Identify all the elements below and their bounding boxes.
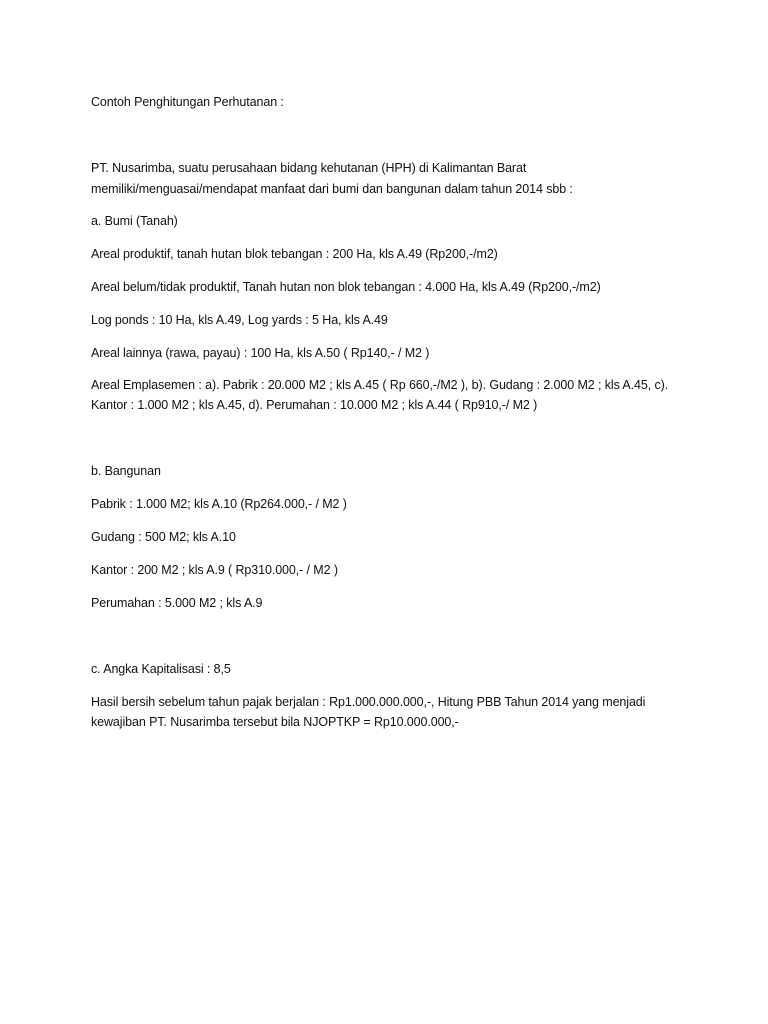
bangunan-item: Gudang : 500 M2; kls A.10 — [91, 530, 236, 544]
bumi-item: Areal belum/tidak produktif, Tanah hutan non blok tebangan : 4.000 Ha, kls A.49 (Rp200,-/m2) — [91, 280, 601, 294]
document-title: Contoh Penghitungan Perhutanan : — [91, 95, 284, 109]
bumi-heading: a. Bumi (Tanah) — [91, 214, 178, 228]
bangunan-item: Pabrik : 1.000 M2; kls A.10 (Rp264.000,- / M2 ) — [91, 497, 347, 511]
bumi-item: Log ponds : 10 Ha, kls A.49, Log yards : 5 Ha, kls A.49 — [91, 313, 388, 327]
emplasemen-line-1: Areal Emplasemen : a). Pabrik : 20.000 M2 ; kls A.45 ( Rp 660,-/M2 ), b). Gudang : 2.000 M2 ; kls A.45, c). — [91, 378, 669, 392]
bangunan-item: Perumahan : 5.000 M2 ; kls A.9 — [91, 596, 263, 610]
emplasemen-line-2: Kantor : 1.000 M2 ; kls A.45, d). Perumahan : 10.000 M2 ; kls A.44 ( Rp910,-/ M2 ) — [91, 398, 538, 412]
bumi-item: Areal lainnya (rawa, payau) : 100 Ha, kls A.50 ( Rp140,- / M2 ) — [91, 346, 430, 360]
kapitalisasi-line: c. Angka Kapitalisasi : 8,5 — [91, 662, 231, 676]
bangunan-heading: b. Bangunan — [91, 464, 161, 478]
intro-line-1: PT. Nusarimba, suatu perusahaan bidang kehutanan (HPH) di Kalimantan Barat — [91, 161, 527, 175]
bumi-item: Areal produktif, tanah hutan blok tebangan : 200 Ha, kls A.49 (Rp200,-/m2) — [91, 247, 498, 261]
intro-line-2: memiliki/menguasai/mendapat manfaat dari bumi dan bangunan dalam tahun 2014 sbb : — [91, 182, 573, 196]
closing-line-1: Hasil bersih sebelum tahun pajak berjalan : Rp1.000.000.000,-, Hitung PBB Tahun 2014 yang menjadi — [91, 695, 646, 709]
bangunan-item: Kantor : 200 M2 ; kls A.9 ( Rp310.000,- / M2 ) — [91, 563, 338, 577]
closing-line-2: kewajiban PT. Nusarimba tersebut bila NJOPTKP = Rp10.000.000,- — [91, 715, 459, 729]
